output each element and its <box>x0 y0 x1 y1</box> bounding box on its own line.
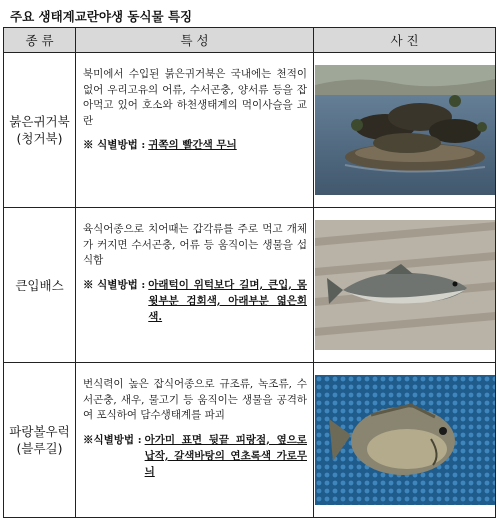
identification-method <box>83 432 307 480</box>
traits-text: 북미에서 수입된 붉은귀거북은 국내에는 천적이 없어 우리고유의 어류, 수서곤충, 양서류 등을 잡아먹고 있어 호소와 하천생태계의 먹이사슬을 교란 <box>83 68 307 127</box>
species-name-text: 큰입배스 <box>15 277 64 293</box>
species-name <box>4 363 76 518</box>
identification-method <box>83 277 307 325</box>
traits-text: 번식력이 높은 잡식어종으로 규조류, 녹조류, 수서곤충, 새우, 물고기 등 움직이는 생물을 공격하여 포식하여 담수생태계를 파괴 <box>83 378 307 421</box>
document-title: 주요 생태계교란야생 동식물 특징 <box>10 9 193 24</box>
identification-method <box>83 137 307 153</box>
identification-value: 아가미 표면 뒷끝 피랑점, 옆으로 납작, 갈색바탕의 연초록색 가로무늬 <box>144 433 307 478</box>
table-row <box>4 363 496 518</box>
traits-text: 육식어종으로 치어때는 갑각류를 주로 먹고 개체가 커지면 수서곤충, 어류 등 움직이는 생물을 섭식함 <box>83 223 307 266</box>
table-header-row <box>4 28 496 53</box>
table-row <box>4 53 496 208</box>
species-photo-cell <box>314 53 496 208</box>
identification-label: ※ 식별방법 : <box>83 278 146 291</box>
species-traits <box>76 53 314 208</box>
species-name-text: 파랑볼우럭 (블루길) <box>9 424 70 456</box>
identification-label: ※ 식별방법 : <box>83 139 146 151</box>
identification-label: ※식별방법 : <box>83 433 142 446</box>
bluegill-photo <box>315 375 495 505</box>
header-species: 종 류 <box>4 28 76 53</box>
turtle-photo <box>315 65 495 195</box>
species-name <box>4 208 76 363</box>
header-photo: 사 진 <box>314 28 496 53</box>
species-photo-cell <box>314 208 496 363</box>
species-traits <box>76 363 314 518</box>
species-table <box>3 27 496 518</box>
bass-photo <box>315 220 495 350</box>
table-row <box>4 208 496 363</box>
species-traits <box>76 208 314 363</box>
identification-value: 귀쪽의 빨간색 무늬 <box>148 139 237 151</box>
identification-value: 아래턱이 위턱보다 길며, 큰입, 몸 윗부분 검회색, 아래부분 엷은회색. <box>148 278 307 323</box>
species-name <box>4 53 76 208</box>
species-name-text: 붉은귀거북 (청거북) <box>9 114 70 146</box>
header-traits: 특 성 <box>76 28 314 53</box>
species-photo-cell <box>314 363 496 518</box>
